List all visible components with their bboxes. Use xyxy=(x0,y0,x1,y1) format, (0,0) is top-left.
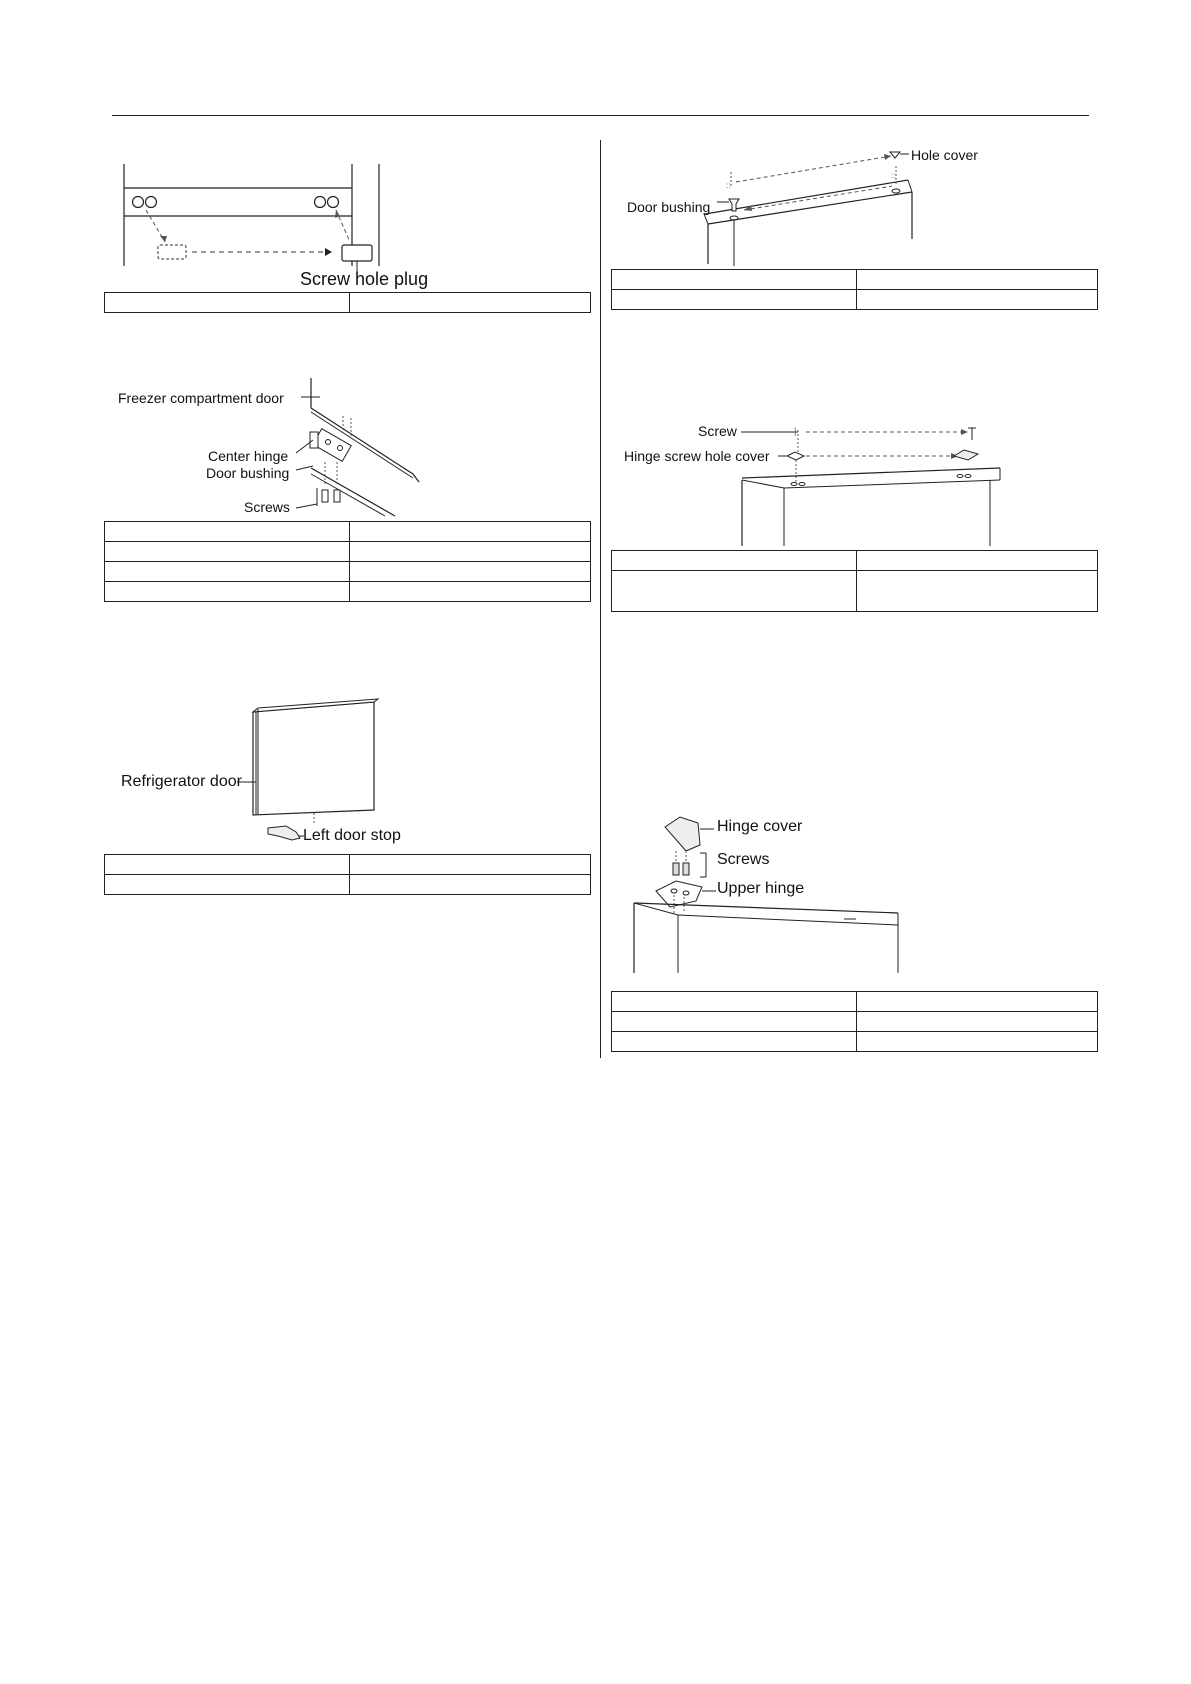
table-row xyxy=(105,582,591,602)
screw-hole-plug-label: Screw hole plug xyxy=(300,269,429,289)
hinge-screw-hole-cover-label: Hinge screw hole cover xyxy=(624,448,770,464)
table-row xyxy=(612,270,1098,290)
figure-hinge-screw-hole-cover xyxy=(624,420,1014,548)
hole-cover-label: Hole cover xyxy=(911,147,978,163)
table-4 xyxy=(611,269,1098,310)
table-row xyxy=(105,542,591,562)
header-rule xyxy=(112,115,1089,116)
door-bushing-label: Door bushing xyxy=(627,199,711,215)
table-6 xyxy=(611,991,1098,1052)
table-row xyxy=(612,992,1098,1012)
hinge-cover-label: Hinge cover xyxy=(717,818,803,835)
table-row xyxy=(105,855,591,875)
svg-text:|: | xyxy=(794,426,797,436)
table-2 xyxy=(104,521,591,602)
figure-refrigerator-door xyxy=(118,700,438,850)
table-row xyxy=(612,1032,1098,1052)
door-bushing-label: Door bushing xyxy=(206,465,290,481)
table-row xyxy=(105,522,591,542)
table-row xyxy=(612,290,1098,310)
table-row xyxy=(612,571,1098,612)
figure-screw-hole-plug xyxy=(120,160,450,290)
table-1 xyxy=(104,292,591,313)
svg-text:::: :: xyxy=(726,181,731,190)
table-row xyxy=(105,293,591,313)
refrigerator-door-label: Refrigerator door xyxy=(121,773,242,790)
table-row xyxy=(105,875,591,895)
upper-hinge-label: Upper hinge xyxy=(717,880,805,897)
table-5 xyxy=(611,550,1098,612)
figure-center-hinge xyxy=(115,376,435,516)
table-row xyxy=(612,1012,1098,1032)
figure-hole-cover xyxy=(624,144,1014,269)
center-hinge-label: Center hinge xyxy=(208,448,289,464)
svg-text:::: :: xyxy=(891,171,896,180)
screw-label: Screw xyxy=(698,423,737,439)
column-divider xyxy=(600,140,601,1058)
freezer-compartment-door-label: Freezer compartment door xyxy=(118,390,284,406)
table-row xyxy=(105,562,591,582)
hinge-screw-hole-cover-diagram xyxy=(624,420,1014,548)
screws-label: Screws xyxy=(244,499,290,515)
left-door-stop-label: Left door stop xyxy=(303,827,401,844)
screws-label: Screws xyxy=(717,851,770,868)
table-3 xyxy=(104,854,591,895)
table-row xyxy=(612,551,1098,571)
figure-upper-hinge xyxy=(630,815,930,975)
